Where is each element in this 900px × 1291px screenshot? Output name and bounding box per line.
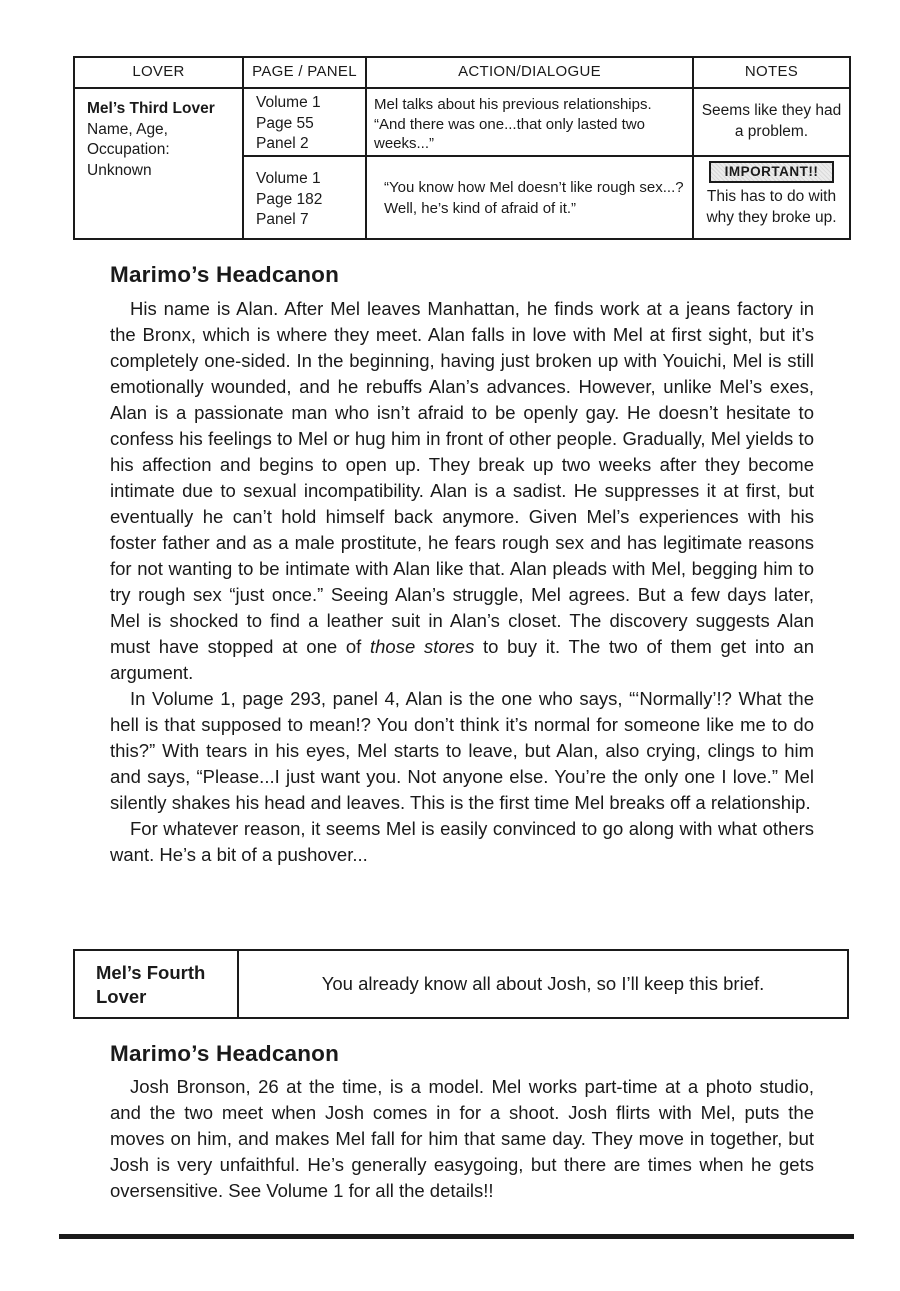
header-lover: LOVER [74,57,243,88]
lover-cell [74,88,243,239]
lover-name: Mel’s Third Lover [87,100,215,117]
fourth-lover-description: You already know all about Josh, so I’ll keep this brief. [321,973,765,994]
lover-meta-line: Unknown [87,161,152,179]
page-panel-cell [243,156,366,239]
notes-text: This has to do with why they broke up. [706,188,837,226]
header-notes: NOTES [693,57,850,88]
action-cell: Mel talks about his previous relationships. “And there was one...that only lasted two weeks...” [366,88,693,156]
lover-meta-line: Occupation: [87,141,170,158]
header-action-dialogue: ACTION/DIALOGUE [366,57,693,88]
headcanon-body [110,296,814,868]
header-page-panel: PAGE / PANEL [243,57,366,88]
page-panel-cell [243,88,366,156]
panel-ref: Panel 2 [256,135,309,152]
section-heading: Marimo’s Headcanon [110,1041,340,1066]
panel-ref: Panel 7 [256,211,309,228]
important-badge: IMPORTANT!! [709,161,835,183]
paragraph-text: to buy it. The two of them get into an argument. [110,636,815,683]
notes-cell [693,156,850,239]
emphasis-text: those stores [369,636,475,657]
lover-meta-line: Name, Age, [87,120,168,138]
paragraph: Josh Bronson, 26 at the time, is a model. Mel works part-time at a photo studio, and the two meet when Josh comes in for a shoot. Josh flirts with Mel, puts the moves on him, and makes Mel fall for him that same day. They move in together, but Josh is very unfaithful. He’s generally easygoing, but there are times when he gets oversensitive. See Volume 1 for all the details!! [110,1076,814,1201]
table-header-row [74,57,850,88]
page-ref: Page 182 [256,190,323,208]
paragraph-text: His name is Alan. After Mel leaves Manhattan, he finds work at a jeans factory in the Bronx, which is where they meet. Alan falls in love with Mel at first sight, but it’s completely one-sided. In the beginning, having just broken up with Youichi, Mel is still emotionally wounded, and he rebuffs Alan’s advances. However, unlike Mel’s exes, Alan is a passionate man who isn’t afraid to be openly gay. He doesn’t hesitate to confess his feelings to Mel or hug him in front of other people. Gradually, Mel yields to his affection and begins to open up. They break up two weeks after they become intimate due to sexual incompatibility. Alan is a sadist. He suppresses it at first, but eventually he can’t hold himself back anymore. Given Mel’s experiences with his foster father and as a male prostitute, he fears rough sex and has legitimate reasons for not wanting to be intimate with Alan like that. Alan pleads with Mel, begging him to try rough sex “just once.” Seeing Alan’s struggle, Mel agrees. But a few days later, Mel is shocked to find a leather suit in Alan’s closet. The discovery suggests Alan must have stopped at one of [110,298,814,657]
volume-ref: Volume 1 [256,94,321,111]
paragraph [110,296,814,686]
fourth-lover-label: Mel’s Fourth Lover [75,951,239,1017]
lover-table [73,56,851,240]
headcanon-body [110,1074,814,1204]
fourth-lover-box [73,949,849,1019]
section-heading: Marimo’s Headcanon [110,262,340,287]
paragraph: For whatever reason, it seems Mel is easily convinced to go along with what others want. He’s a bit of a pushover... [110,818,814,865]
volume-ref: Volume 1 [256,170,321,187]
paragraph: In Volume 1, page 293, panel 4, Alan is the one who says, “‘Normally’!? What the hell is that supposed to mean!? You don’t think it’s normal for someone like me to do this?” With tears in his eyes, Mel starts to leave, but Alan, also crying, clings to him and says, “Please...I just want you. Not anyone else. You’re the only one I love.” Mel silently shakes his head and leaves. This is the first time Mel breaks off a relationship. [110,688,814,813]
action-cell: “You know how Mel doesn’t like rough sex...? Well, he’s kind of afraid of it.” [366,156,693,239]
page-ref: Page 55 [256,114,314,132]
bottom-divider [59,1234,854,1239]
table-row [74,88,850,156]
notes-cell: Seems like they had a problem. [693,88,850,156]
